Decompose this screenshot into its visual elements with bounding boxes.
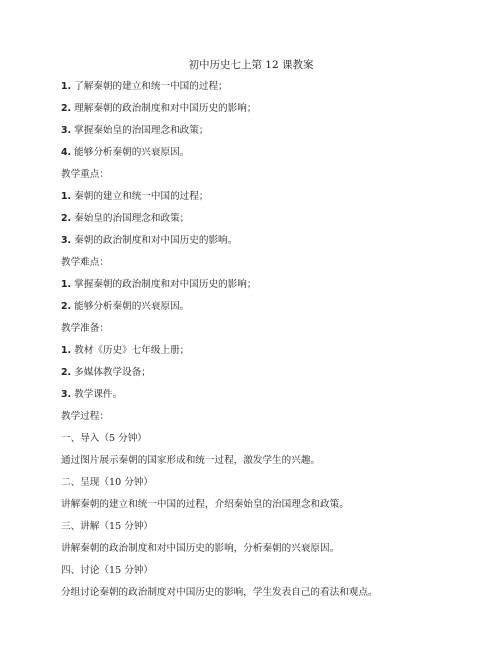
item-number: 1. <box>61 279 72 290</box>
list-item <box>61 146 189 159</box>
item-number: 3. <box>61 235 72 246</box>
step-body: 分组讨论秦朝的政治制度对中国历史的影响，学生发表自己的看法和观点。 <box>61 587 378 598</box>
item-number: 1. <box>61 191 72 202</box>
item-text: 秦始皇的治国理念和政策； <box>74 213 190 224</box>
item-text: 教材《历史》七年级上册； <box>74 345 190 356</box>
item-number: 2. <box>61 103 72 114</box>
item-text: 能够分析秦朝的兴衰原因。 <box>74 147 190 158</box>
step-heading: 一、导入（5 分钟） <box>61 433 147 444</box>
item-text: 秦朝的政治制度和对中国历史的影响。 <box>74 235 238 246</box>
list-item <box>61 366 151 379</box>
list-item <box>61 388 122 401</box>
list-item <box>61 212 189 225</box>
list-item <box>61 80 228 93</box>
item-text: 掌握秦朝的政治制度和对中国历史的影响； <box>74 279 257 290</box>
item-number: 2. <box>61 367 72 378</box>
section-heading: 教学难点： <box>61 257 109 268</box>
item-number: 3. <box>61 389 72 400</box>
section-heading: 教学过程： <box>61 411 109 422</box>
item-text: 秦朝的建立和统一中国的过程； <box>74 191 209 202</box>
item-text: 了解秦朝的建立和统一中国的过程； <box>74 81 228 92</box>
step-body: 通过图片展示秦朝的国家形成和统一过程，激发学生的兴趣。 <box>61 455 321 466</box>
section-heading: 教学重点： <box>61 169 109 180</box>
step-body: 讲解秦朝的政治制度和对中国历史的影响，分析秦朝的兴衰原因。 <box>61 543 340 554</box>
item-text: 多媒体教学设备； <box>74 367 151 378</box>
item-number: 4. <box>61 147 72 158</box>
item-number: 2. <box>61 301 72 312</box>
item-text: 能够分析秦朝的兴衰原因。 <box>74 301 190 312</box>
item-number: 1. <box>61 345 72 356</box>
item-number: 1. <box>61 81 72 92</box>
item-text: 掌握秦始皇的治国理念和政策； <box>74 125 209 136</box>
list-item <box>61 278 256 291</box>
list-item <box>61 124 208 137</box>
item-number: 3. <box>61 125 72 136</box>
step-heading: 二、呈现（10 分钟） <box>61 477 154 488</box>
item-number: 2. <box>61 213 72 224</box>
step-body: 讲解秦朝的建立和统一中国的过程，介绍秦始皇的治国理念和政策。 <box>61 499 349 510</box>
section-heading: 教学准备： <box>61 323 109 334</box>
list-item <box>61 300 189 313</box>
step-heading: 四、讨论（15 分钟） <box>61 565 154 576</box>
list-item <box>61 344 189 357</box>
list-item <box>61 234 237 247</box>
document-title: 初中历史七上第 12 课教案 <box>188 59 314 71</box>
list-item <box>61 190 208 203</box>
step-heading: 三、讲解（15 分钟） <box>61 521 154 532</box>
list-item <box>61 102 256 115</box>
item-text: 教学课件。 <box>74 389 123 400</box>
item-text: 理解秦朝的政治制度和对中国历史的影响； <box>74 103 257 114</box>
